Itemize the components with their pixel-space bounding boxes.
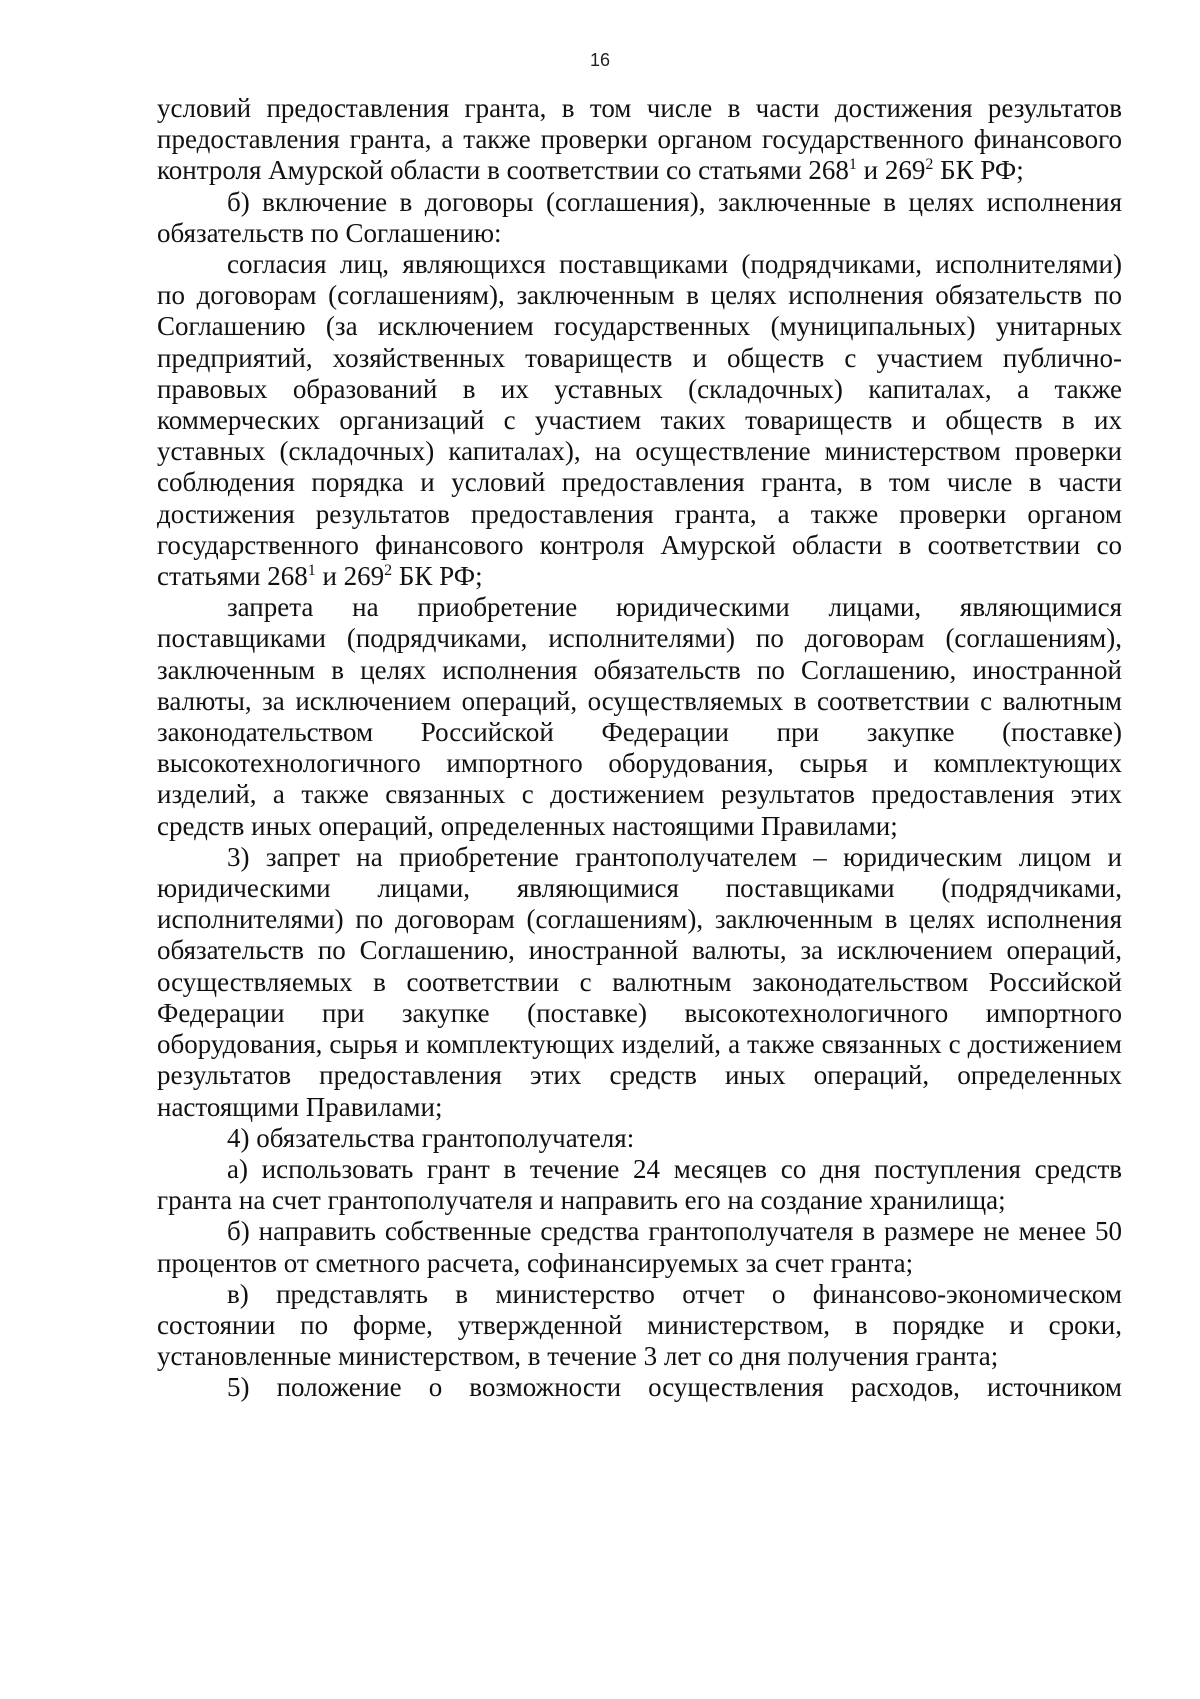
paragraph-text: а) использовать грант в течение 24 месяцев со дня поступления средств гранта на счет грантополучателя и направить его на создание хранилища; [157, 1153, 1122, 1216]
paragraph-text: и 269 [856, 155, 926, 186]
paragraph-text: 5) положение о возможности осуществления расходов, источником [227, 1372, 1122, 1403]
paragraph-text: б) направить собственные средства грантополучателя в размере не менее 50 процентов от сметного расчета, софинансируемых за счет гранта; [157, 1216, 1122, 1278]
superscript: 1 [848, 156, 857, 174]
paragraph-text: в) представлять в министерство отчет о финансово-экономическом состоянии по форме, утвержденной министерством, в порядке и сроки, установленные министерством, в течение 3 лет со дня получения гранта; [157, 1278, 1122, 1372]
superscript: 2 [925, 156, 934, 174]
paragraph-p2 [157, 187, 1122, 249]
paragraph-p8 [157, 1216, 1122, 1278]
paragraph-text: 4) обязательства грантополучателя: [227, 1122, 635, 1153]
page-number: 16 [589, 50, 611, 70]
paragraph-p5 [157, 842, 1122, 1123]
paragraph-p1 [157, 93, 1122, 187]
paragraph-p4 [157, 592, 1122, 842]
paragraph-text: условий предоставления гранта, в том числе в части достижения результатов предоставления гранта, а также проверки органом государственного финансового контроля Амурской области в соответствии со статьями 268 [157, 93, 1122, 186]
superscript: 2 [384, 562, 393, 580]
paragraph-text: согласия лиц, являющихся поставщиками (подрядчиками, исполнителями) по договорам (соглашениям), заключенным в целях исполнения обязательств по Соглашению (за исключением государственных (муниципальных) унитарных предприятий, хозяйственных товариществ и обществ с участием публично-правовых образований в их уставных (складочных) капиталах, а также коммерческих организаций с участием таких товариществ и обществ в их уставных (складочных) капиталах), на осуществление министерством проверки соблюдения порядка и условий предоставления гранта, в том числе в части достижения результатов предоставления гранта, а также проверки органом государственного финансового контроля Амурской области в соответствии со статьями 268 [157, 249, 1122, 592]
paragraph-text: и 269 [315, 561, 385, 592]
paragraph-text: 3) запрет на приобретение грантополучателем – юридическим лицом и юридическими лицами, являющимися поставщиками (подрядчиками, исполнителями) по договорам (соглашениям), заключенным в целях исполнения обязательств по Соглашению, иностранной валюты, за исключением операций, осуществляемых в соответствии с валютным законодательством Российской Федерации при закупке (поставке) высокотехнологичного импортного оборудования, сырья и комплектующих изделий, а также связанных с достижением результатов предоставления этих средств иных операций, определенных настоящими Правилами; [157, 841, 1122, 1122]
paragraph-p3 [157, 249, 1122, 592]
paragraph-p10 [157, 1372, 1122, 1403]
paragraph-text: БК РФ; [933, 155, 1024, 186]
paragraph-p6 [157, 1123, 1122, 1154]
paragraph-p7 [157, 1154, 1122, 1216]
paragraph-p9 [157, 1279, 1122, 1373]
superscript: 1 [307, 562, 316, 580]
document-body [157, 93, 1122, 1404]
paragraph-text: б) включение в договоры (соглашения), заключенные в целях исполнения обязательств по Соглашению: [157, 186, 1122, 248]
paragraph-text: БК РФ; [392, 561, 483, 592]
paragraph-text: запрета на приобретение юридическими лицами, являющимися поставщиками (подрядчиками, исполнителями) по договорам (соглашениям), заключенным в целях исполнения обязательств по Соглашению, иностранной валюты, за исключением операций, осуществляемых в соответствии с валютным законодательством Российской Федерации при закупке (поставке) высокотехнологичного импортного оборудования, сырья и комплектующих изделий, а также связанных с достижением результатов предоставления этих средств иных операций, определенных настоящими Правилами; [157, 592, 1122, 841]
